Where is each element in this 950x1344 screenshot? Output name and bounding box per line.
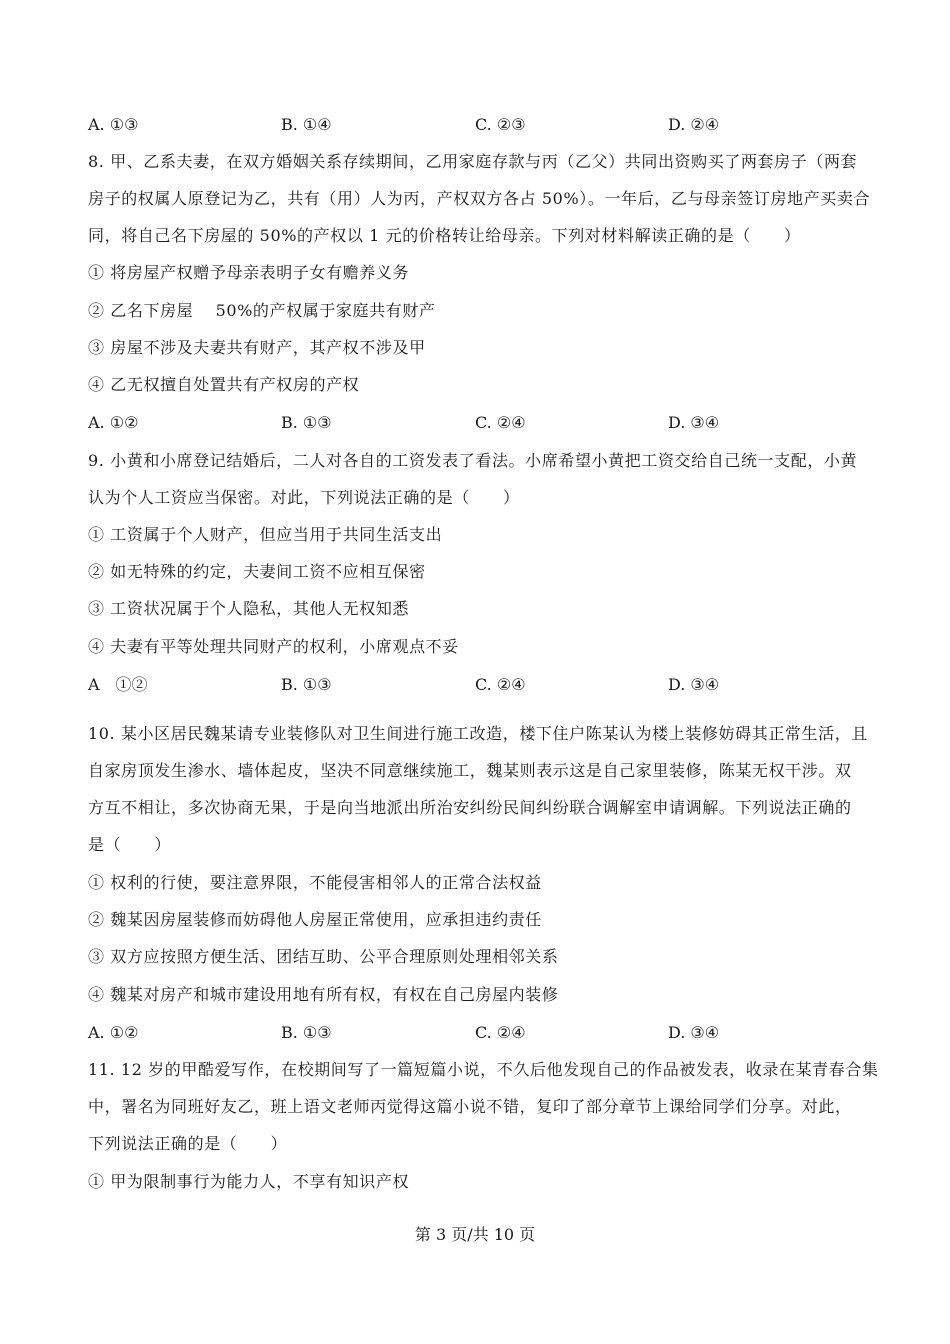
q8-option-d: D. ③④	[668, 413, 720, 432]
q9-statement-3: ③ 工资状况属于个人隐私，其他人无权知悉	[88, 599, 410, 618]
q10-statement-3: ③ 双方应按照方便生活、团结互助、公平合理原则处理相邻关系	[88, 947, 559, 966]
q7-option-a: A. ①③	[88, 115, 139, 134]
q10-statement-1: ① 权利的行使，要注意界限，不能侵害相邻人的正常合法权益	[88, 873, 542, 892]
q10-option-d: D. ③④	[668, 1023, 720, 1042]
q10-statement-4: ④ 魏某对房产和城市建设用地有所有权，有权在自己房屋内装修	[88, 985, 559, 1004]
page-footer: 第 3 页/共 10 页	[414, 1225, 536, 1244]
q10-stem-line-3: 方互不相让，多次协商无果，于是向当地派出所治安纠纷民间纠纷联合调解室申请调解。下列说法正确的	[88, 798, 852, 817]
q10-stem-line-4: 是（ ）	[88, 835, 172, 854]
q7-option-c: C. ②③	[475, 115, 526, 134]
q10-options	[88, 1022, 888, 1044]
q11-stem-line-3: 下列说法正确的是（ ）	[88, 1134, 288, 1153]
q9-option-d: D. ③④	[668, 675, 720, 694]
q8-options	[88, 412, 888, 434]
q7-option-b: B. ①④	[281, 115, 332, 134]
q7-options	[88, 114, 888, 136]
q8-stem-line-3: 同，将自己名下房屋的 50%的产权以 1 元的价格转让给母亲。下列对材料解读正确的是（ ）	[88, 226, 801, 245]
q8-option-b: B. ①③	[281, 413, 332, 432]
q8-stem-line-2: 房子的权属人原登记为乙，共有（用）人为丙，产权双方各占 50%）。一年后，乙与母亲签订房地产买卖合	[88, 189, 871, 208]
q9-statement-1: ① 工资属于个人财产，但应当用于共同生活支出	[88, 525, 443, 544]
q8-option-a: A. ①②	[88, 413, 139, 432]
q8-statement-2: ② 乙名下房屋 50%的产权属于家庭共有财产	[88, 301, 436, 320]
q10-option-a: A. ①②	[88, 1023, 139, 1042]
q8-statement-1: ① 将房屋产权赠予母亲表明子女有赡养义务	[88, 263, 410, 282]
q8-option-c: C. ②④	[475, 413, 526, 432]
q9-option-a: A ①②	[88, 675, 148, 694]
q10-statement-2: ② 魏某因房屋装修而妨碍他人房屋正常使用，应承担违约责任	[88, 910, 542, 929]
q8-statement-4: ④ 乙无权擅自处置共有产权房的产权	[88, 375, 360, 394]
q10-option-c: C. ②④	[475, 1023, 526, 1042]
q9-option-c: C. ②④	[475, 675, 526, 694]
q9-stem-line-2: 认为个人工资应当保密。对此，下列说法正确的是（ ）	[88, 488, 520, 507]
q10-stem-line-2: 自家房顶发生渗水、墙体起皮，坚决不同意继续施工，魏某则表示这是自己家里装修，陈某无权干涉。双	[88, 761, 852, 780]
q8-stem-line-1: 8. 甲、乙系夫妻，在双方婚姻关系存续期间，乙用家庭存款与丙（乙父）共同出资购买了两套房子（两套	[88, 152, 858, 171]
q9-stem-line-1: 9. 小黄和小席登记结婚后，二人对各自的工资发表了看法。小席希望小黄把工资交给自己统一支配，小黄	[88, 451, 858, 470]
q9-options	[88, 674, 888, 696]
q8-statement-3: ③ 房屋不涉及夫妻共有财产，其产权不涉及甲	[88, 338, 426, 357]
q9-option-b: B. ①③	[281, 675, 332, 694]
q11-stem-line-1: 11. 12 岁的甲酷爱写作，在校期间写了一篇短篇小说，不久后他发现自己的作品被发表，收录在某青春合集	[88, 1060, 879, 1079]
q11-stem-line-2: 中，署名为同班好友乙，班上语文老师丙觉得这篇小说不错，复印了部分章节上课给同学们分享。对此，	[88, 1097, 852, 1116]
q10-option-b: B. ①③	[281, 1023, 332, 1042]
q7-option-d: D. ②④	[668, 115, 720, 134]
q11-statement-1: ① 甲为限制事行为能力人，不享有知识产权	[88, 1172, 410, 1191]
q10-stem-line-1: 10. 某小区居民魏某请专业装修队对卫生间进行施工改造，楼下住户陈某认为楼上装修妨碍其正常生活，且	[88, 724, 868, 743]
q9-statement-4: ④ 夫妻有平等处理共同财产的权利，小席观点不妥	[88, 637, 459, 656]
q9-statement-2: ② 如无特殊的约定，夫妻间工资不应相互保密	[88, 562, 426, 581]
